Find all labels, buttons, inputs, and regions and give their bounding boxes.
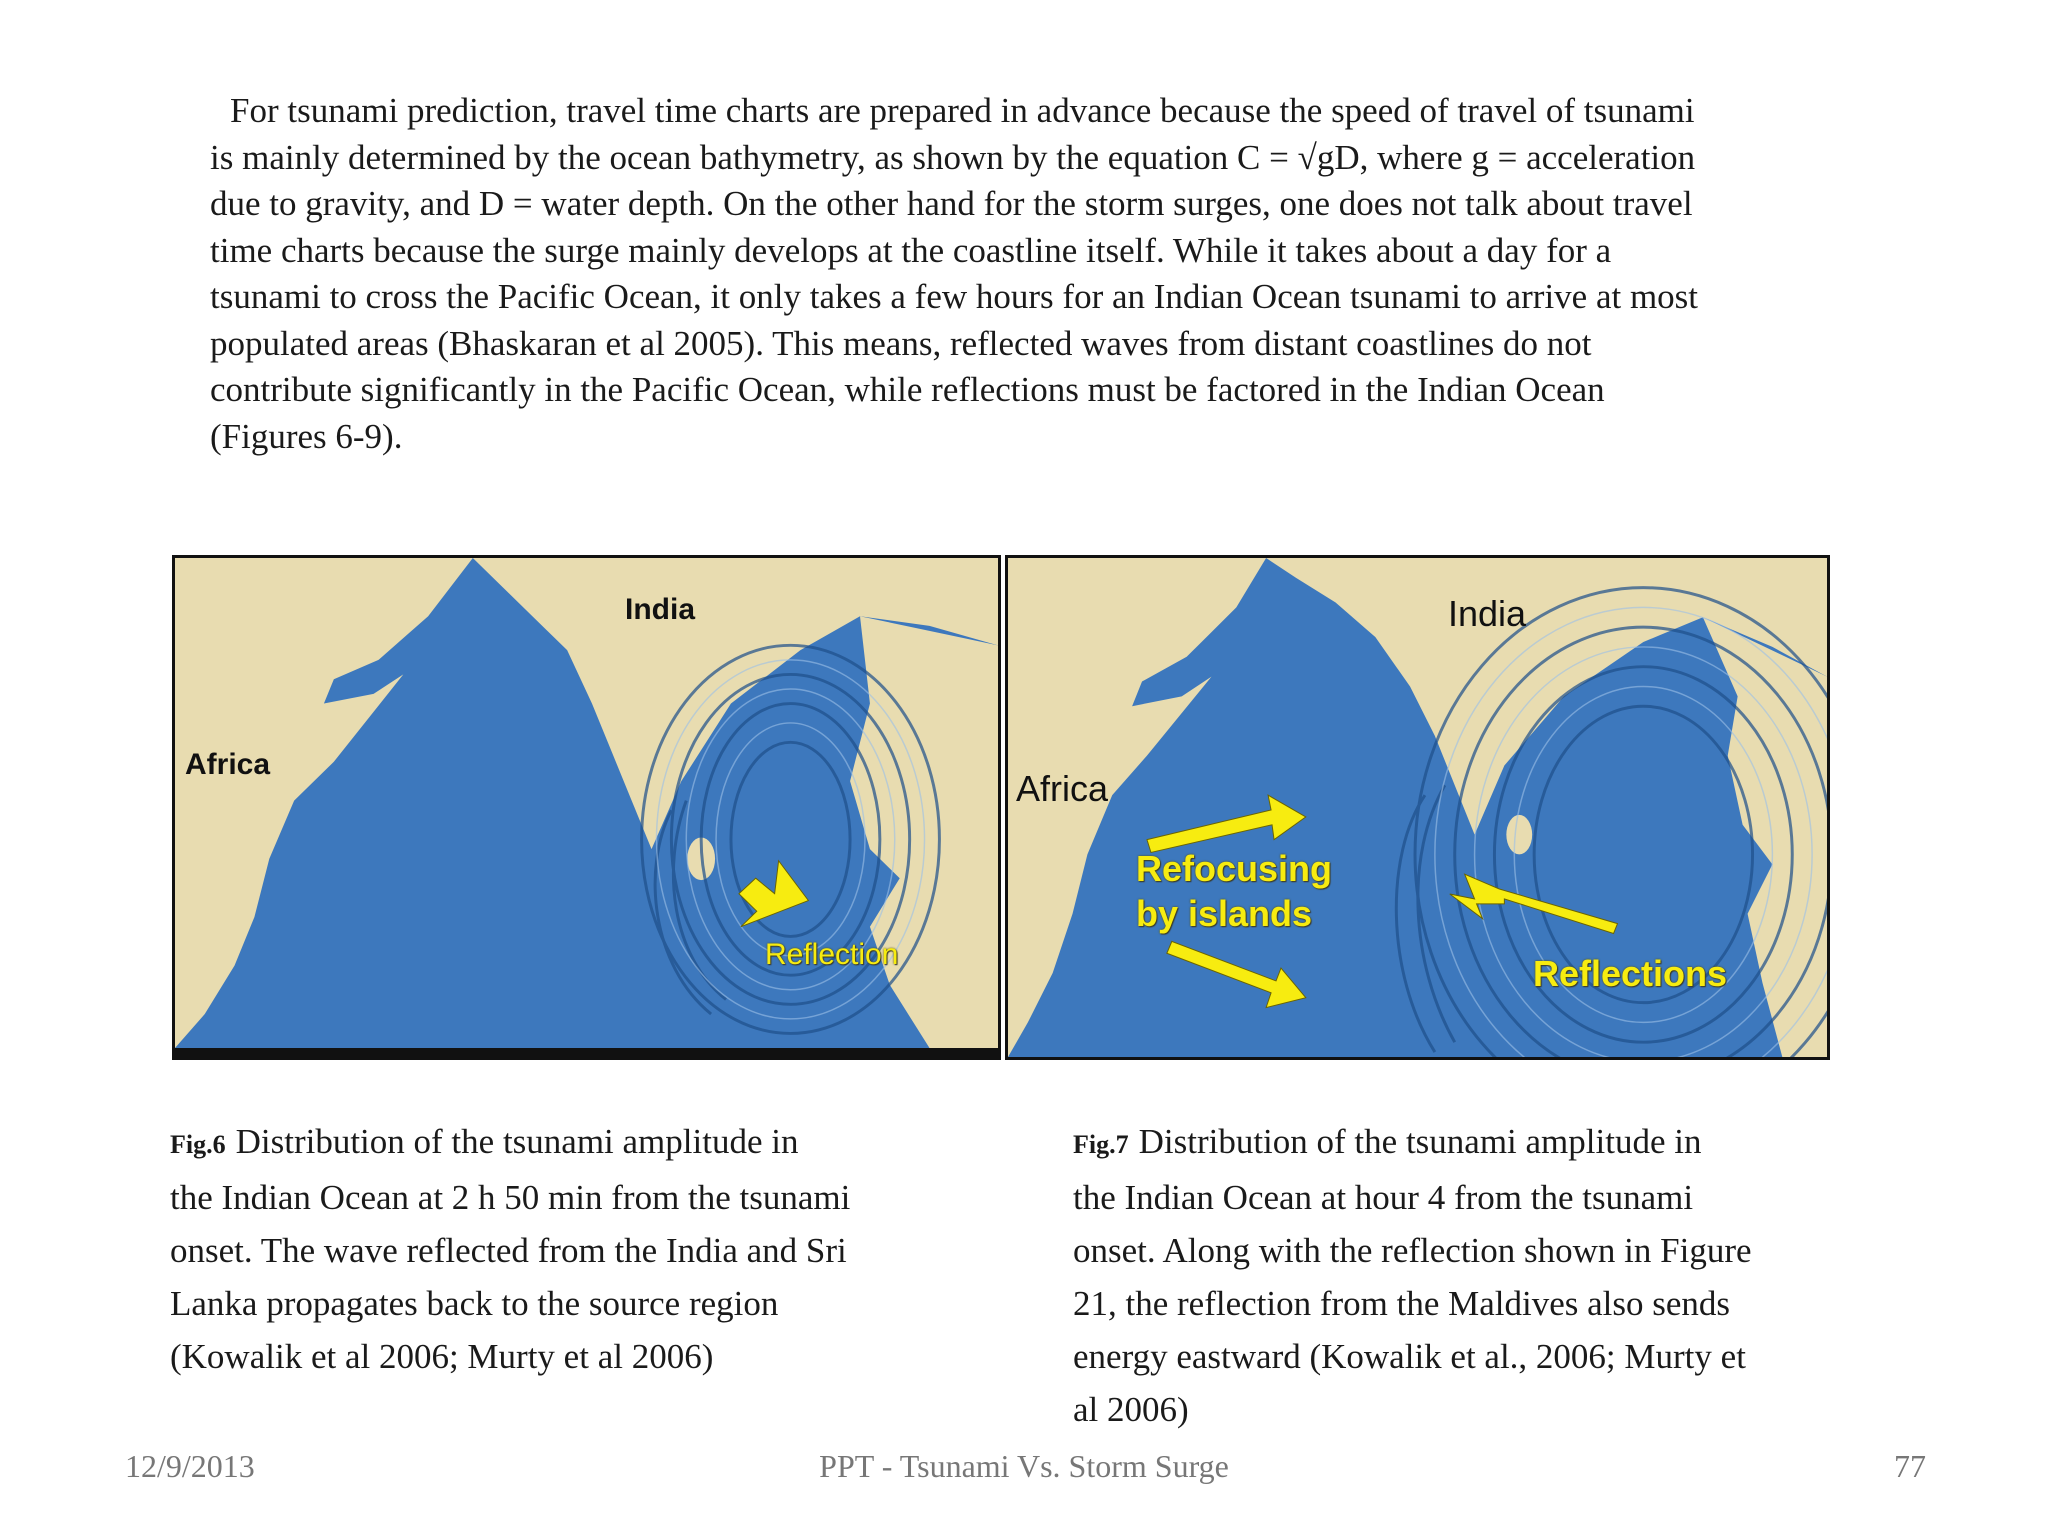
fig6-caption-line: onset. The wave reflected from the India and Sri: [170, 1231, 847, 1270]
fig6-caption-line: [170, 1115, 950, 1171]
fig6-caption-line: (Kowalik et al 2006; Murty et al 2006): [170, 1337, 714, 1376]
fig7-caption-line: the Indian Ocean at hour 4 from the tsunami: [1073, 1178, 1694, 1217]
footer-date: 12/9/2013: [125, 1448, 255, 1484]
fig6-tag: Fig.6: [170, 1130, 226, 1159]
fig6-map-graphic: [175, 558, 998, 1048]
fig6-caption: [170, 1115, 950, 1383]
fig7-caption: [1073, 1115, 1873, 1436]
footer-page-number: 77: [1894, 1448, 1926, 1484]
intro-line: (Figures 6-9).: [210, 416, 403, 456]
fig6-map: [172, 555, 1001, 1060]
footer-title: PPT - Tsunami Vs. Storm Surge: [819, 1448, 1229, 1484]
fig7-label-refocusing-2: by islands: [1136, 893, 1313, 934]
intro-paragraph: [210, 88, 1870, 460]
fig7-caption-line: onset. Along with the reflection shown in Figure: [1073, 1231, 1752, 1270]
fig7-label-india: India: [1448, 593, 1527, 634]
fig6-caption-text: Distribution of the tsunami amplitude in: [235, 1122, 799, 1161]
fig7-tag: Fig.7: [1073, 1130, 1129, 1159]
fig6-caption-line: the Indian Ocean at 2 h 50 min from the tsunami: [170, 1178, 851, 1217]
fig7-caption-text: Distribution of the tsunami amplitude in: [1138, 1122, 1702, 1161]
fig7-map: [1005, 555, 1830, 1060]
fig7-label-reflections: Reflections: [1533, 953, 1728, 994]
fig7-reflections-arrow: [1450, 874, 1618, 933]
fig6-label-reflection: Reflection: [765, 938, 899, 971]
fig6-reflection-arrow: [739, 861, 808, 927]
intro-line: time charts because the surge mainly develops at the coastline itself. While it takes about a day for a: [210, 230, 1612, 270]
fig6-caption-line: Lanka propagates back to the source region: [170, 1284, 779, 1323]
intro-line: tsunami to cross the Pacific Ocean, it only takes a few hours for an Indian Ocean tsunami to arrive at most: [210, 277, 1699, 316]
fig6-label-india: India: [625, 593, 696, 626]
fig6-africa-land: [175, 558, 473, 1048]
fig7-caption-line: energy eastward (Kowalik et al., 2006; Murty et: [1073, 1337, 1746, 1376]
fig7-refocusing-arrow-lower: [1167, 941, 1306, 1007]
intro-line: is mainly determined by the ocean bathymetry, as shown by the equation C = √gD, where g = acceleration: [210, 137, 1696, 177]
fig7-caption-line: al 2006): [1073, 1390, 1189, 1429]
intro-line: contribute significantly in the Pacific Ocean, while reflections must be factored in the Indian Ocean: [210, 370, 1605, 409]
fig7-sri-lanka: [1506, 815, 1532, 855]
fig7-refocusing-arrow-upper: [1147, 795, 1306, 852]
fig7-caption-line: [1073, 1115, 1873, 1171]
fig7-label-refocusing-1: Refocusing: [1136, 848, 1333, 889]
intro-line: For tsunami prediction, travel time charts are prepared in advance because the speed of travel of tsunami: [230, 91, 1695, 130]
fig7-label-africa: Africa: [1016, 768, 1109, 809]
intro-line: populated areas (Bhaskaran et al 2005). This means, reflected waves from distant coastlines do not: [210, 323, 1592, 363]
fig6-label-africa: Africa: [185, 748, 271, 781]
intro-line: due to gravity, and D = water depth. On the other hand for the storm surges, one does not talk about travel: [210, 184, 1693, 223]
fig7-caption-line: 21, the reflection from the Maldives also sends: [1073, 1284, 1731, 1323]
